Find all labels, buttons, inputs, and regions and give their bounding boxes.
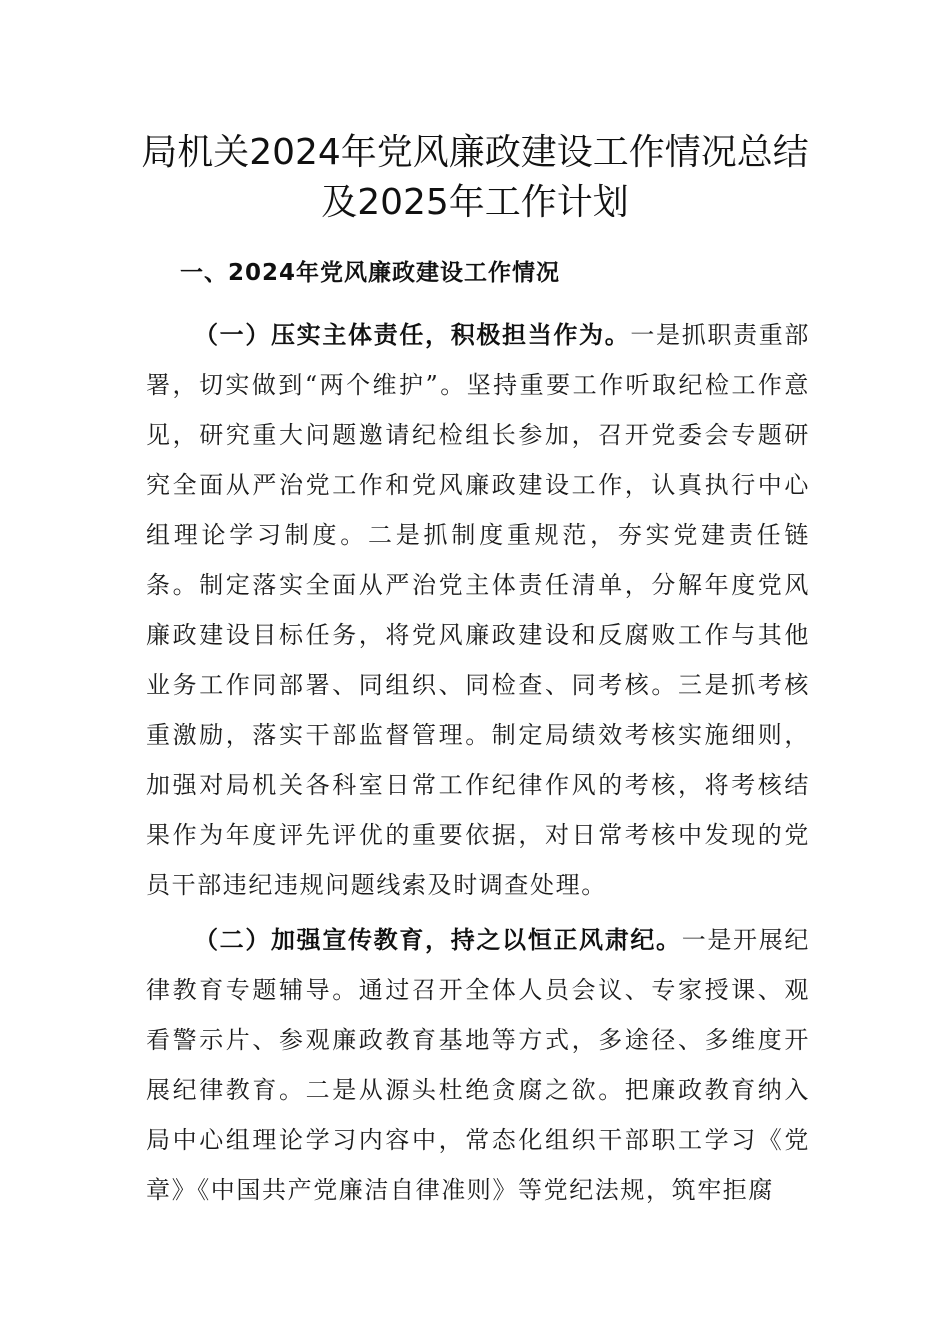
- document-title: [120, 128, 830, 228]
- paragraph-body: 一是开展纪律教育专题辅导。通过召开全体人员会议、专家授课、观看警示片、参观廉政教育基地等方式，多途径、多维度开展纪律教育。二是从源头杜绝贪腐之欲。把廉政教育纳入局中心组理论学习内容中，常态化组织干部职工学习《党章》《中国共产党廉洁自律准则》等党纪法规，筑牢拒腐: [146, 926, 810, 1204]
- section-heading: 一、2024年党风廉政建设工作情况: [180, 260, 561, 286]
- title-line-1: 局机关2024年党风廉政建设工作情况总结: [141, 132, 809, 173]
- paragraph: [146, 915, 810, 1215]
- paragraph-lead: （二）加强宣传教育，持之以恒正风肃纪。: [194, 926, 682, 954]
- paragraph-lead: （一）压实主体责任，积极担当作为。: [194, 321, 631, 349]
- paragraph: [146, 310, 810, 910]
- title-line-2: 及2025年工作计划: [321, 182, 629, 223]
- paragraph-body: 一是抓职责重部署，切实做到“两个维护”。坚持重要工作听取纪检工作意见，研究重大问题邀请纪检组长参加，召开党委会专题研究全面从严治党工作和党风廉政建设工作，认真执行中心组理论学习制度。二是抓制度重规范，夯实党建责任链条。制定落实全面从严治党主体责任清单，分解年度党风廉政建设目标任务，将党风廉政建设和反腐败工作与其他业务工作同部署、同组织、同检查、同考核。三是抓考核重激励，落实干部监督管理。制定局绩效考核实施细则，加强对局机关各科室日常工作纪律作风的考核，将考核结果作为年度评先评优的重要依据，对日常考核中发现的党员干部违纪违规问题线索及时调查处理。: [146, 321, 811, 899]
